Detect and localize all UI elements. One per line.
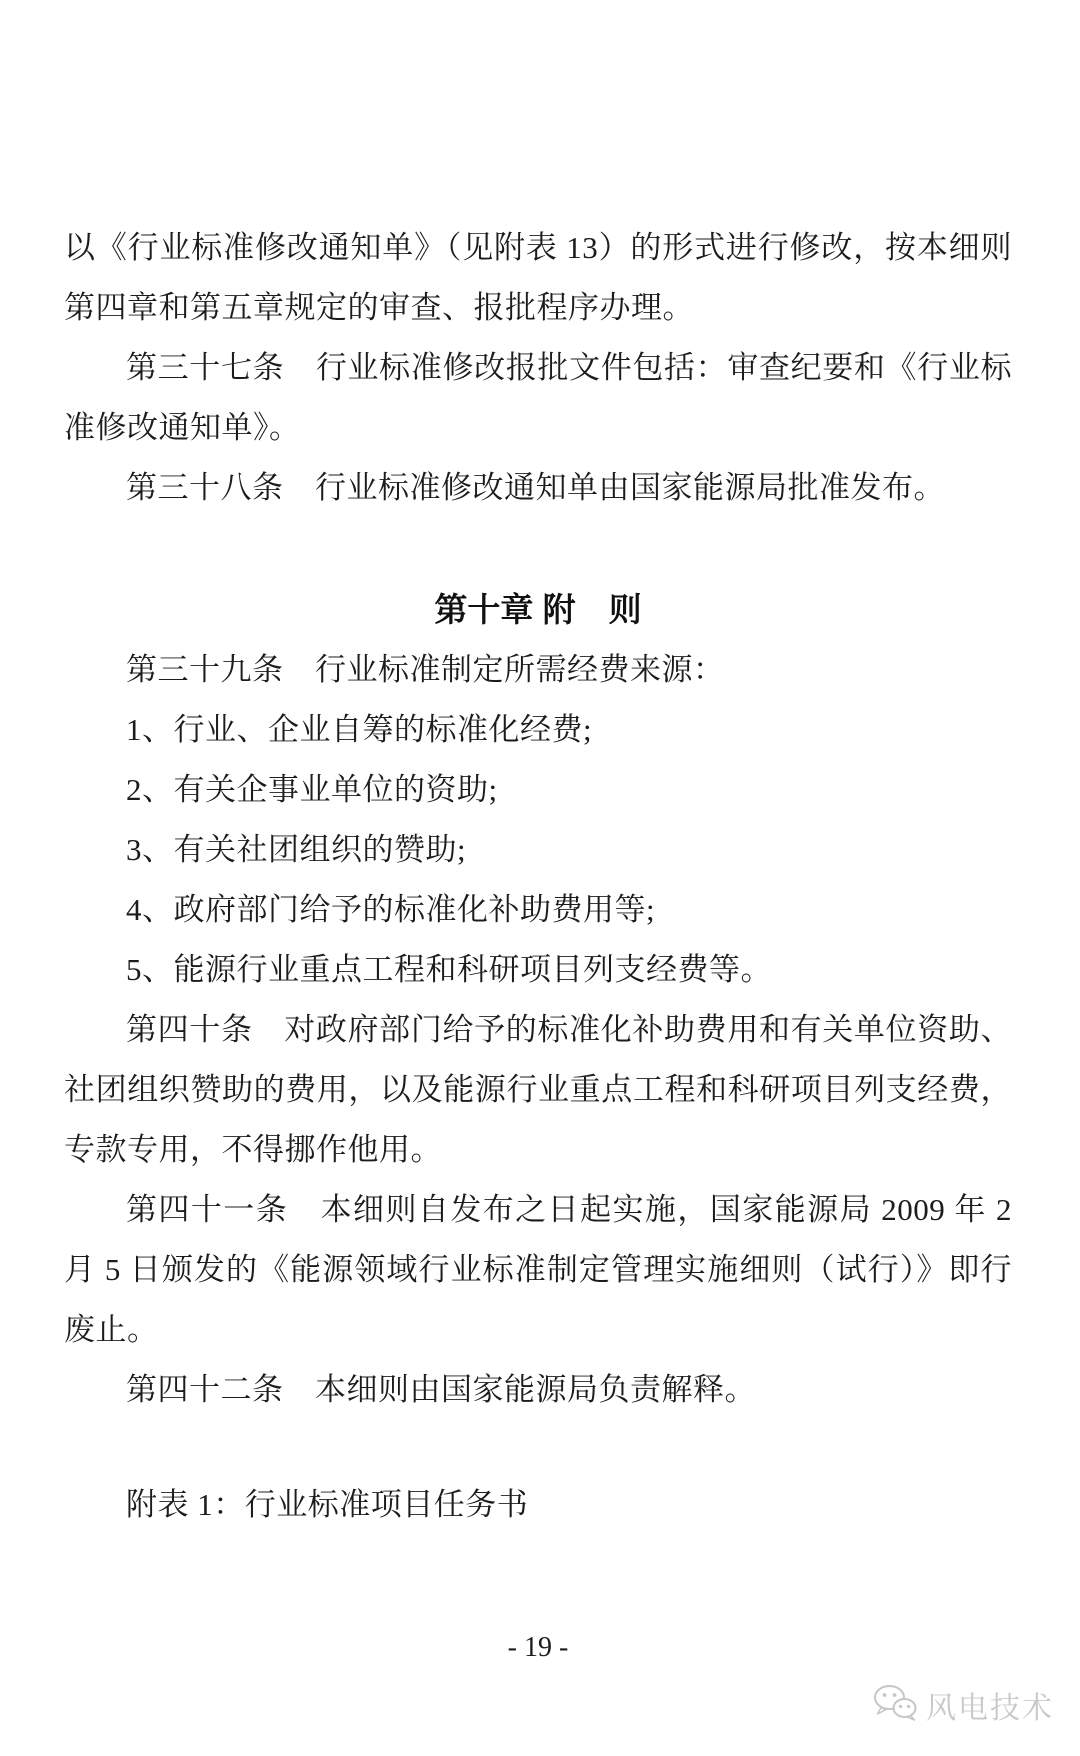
- text-line: 月 5 日颁发的《能源领域行业标准制定管理实施细则（试行）》即行: [64, 1252, 1012, 1287]
- list-item: 5、能源行业重点工程和科研项目列支经费等。: [126, 952, 772, 987]
- text-line: 专款专用，不得挪作他用。: [64, 1132, 442, 1167]
- text-line: 社团组织赞助的费用，以及能源行业重点工程和科研项目列支经费，: [64, 1072, 1012, 1107]
- list-item: 1、行业、企业自筹的标准化经费;: [126, 712, 593, 747]
- text-line: 准修改通知单》。: [64, 410, 301, 445]
- list-item: 4、政府部门给予的标准化补助费用等;: [126, 892, 656, 927]
- chapter-heading: 第十章 附 则: [434, 591, 642, 628]
- list-item: 2、有关企事业单位的资助;: [126, 772, 498, 807]
- text-line: 第四十一条 本细则自发布之日起实施，国家能源局 2009 年 2: [126, 1192, 1012, 1227]
- annex-note: 附表 1：行业标准项目任务书: [126, 1487, 529, 1522]
- text-line: 第三十七条 行业标准修改报批文件包括：审查纪要和《行业标: [126, 350, 1012, 385]
- text-line: 第四章和第五章规定的审查、报批程序办理。: [64, 290, 694, 325]
- wechat-bubbles-icon: [872, 1684, 918, 1733]
- list-item: 3、有关社团组织的赞助;: [126, 832, 467, 867]
- watermark-label: 风电技术: [926, 1691, 1054, 1725]
- page-number: - 19 -: [507, 1632, 569, 1663]
- text-line: 第三十九条 行业标准制定所需经费来源：: [126, 652, 725, 687]
- document-page: [64, 218, 1012, 1535]
- text-line: 以《行业标准修改通知单》（见附表 13）的形式进行修改，按本细则: [64, 230, 1012, 265]
- wechat-watermark: [872, 1684, 1054, 1733]
- text-line: 废止。: [64, 1312, 159, 1347]
- text-line: 第四十二条 本细则由国家能源局负责解释。: [126, 1372, 756, 1407]
- text-line: 第四十条 对政府部门给予的标准化补助费用和有关单位资助、: [126, 1012, 1012, 1047]
- text-line: 第三十八条 行业标准修改通知单由国家能源局批准发布。: [126, 470, 945, 505]
